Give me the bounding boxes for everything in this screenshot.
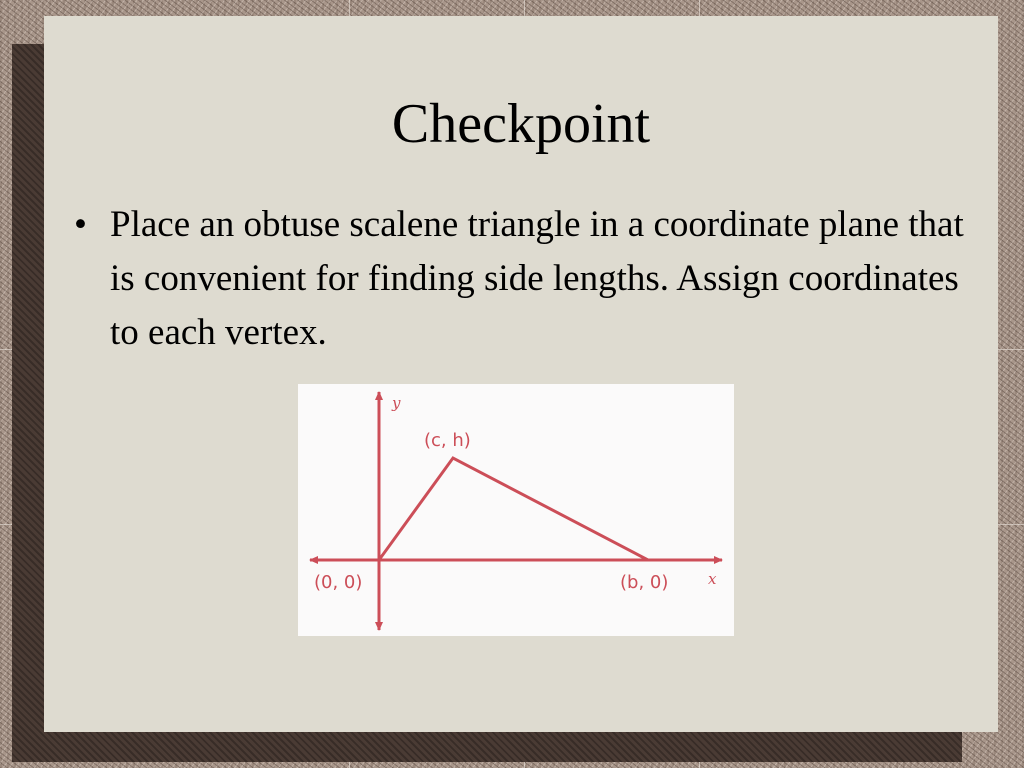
triangle: [379, 458, 648, 560]
bullet-icon: •: [74, 204, 87, 245]
x-axis-label: x: [708, 570, 717, 588]
triangle-diagram: [298, 384, 734, 636]
base-end-label: (b, 0): [620, 572, 669, 593]
bullet-list: [74, 198, 984, 360]
y-axis-label: y: [392, 394, 401, 412]
slide-panel: [44, 16, 998, 732]
bullet-item: [74, 198, 984, 360]
apex-label: (c, h): [424, 430, 471, 451]
slide-title: Checkpoint: [391, 93, 651, 155]
coordinate-figure: [298, 384, 734, 636]
bullet-text: Place an obtuse scalene triangle in a coordinate plane that is convenient for finding side lengths. Assign coordinates to each vertex.: [110, 204, 964, 353]
origin-label: (0, 0): [314, 572, 363, 593]
